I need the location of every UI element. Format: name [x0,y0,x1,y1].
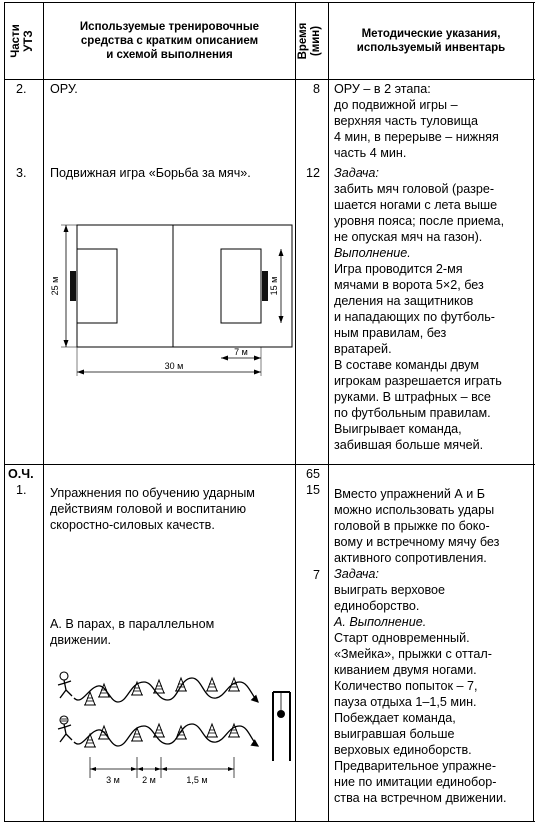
cone-icon [175,678,187,691]
row3-sub-a-line: движении. [50,633,112,647]
right-goal [262,271,268,301]
cone-icon [228,678,240,691]
row3-note-line: головой в прыжке по боко- [334,519,490,533]
row3-exec-line: «Змейка», прыжки с оттал- [334,647,492,661]
header-notes-line1: Методические указания, [361,28,501,40]
row3-exec-line: ства на встречном движении. [334,791,507,805]
table-border-left [4,2,5,822]
row3-exec-line: пауза отдыха 1–1,5 мин. [334,695,477,709]
arrow-head [64,225,69,232]
row2-exec-line: и нападающих по футболь- [334,310,495,324]
row2-notes [334,165,504,453]
cone-icon [84,734,96,747]
row3-exec-line: Старт одновременный. [334,631,470,645]
distance-label: 3 м [106,775,120,785]
header-parts [10,3,38,79]
cone-icon [84,692,96,705]
header-time [297,3,325,79]
left-penalty-box [77,249,117,323]
arrow-head [155,767,161,771]
ball-stand-icon [273,692,290,761]
row3-note-line: можно использовать удары [334,503,495,517]
header-notes [329,2,533,80]
column-divider-3 [328,2,329,822]
row3-text-line: Упражнения по обучению ударным [50,486,255,500]
row2-exec-line: деления на защитников [334,294,474,308]
arrow-head [77,370,84,375]
arrow-head [161,767,167,771]
row3-exec-line: выигравшая больше [334,727,455,741]
row2-task-line: уровня пояса; после приема, [334,214,505,228]
row3-exec-line: Предварительное упражне- [334,759,497,773]
row2-exec-line: ным правилам, без [334,326,447,340]
row2-exec-label: Выполнение. [334,246,411,260]
row2-exec-line: по футбольным правилам. [334,406,491,420]
section-divider [4,464,535,465]
main-part-label: О.Ч. [8,467,34,481]
table-border-bottom [4,821,535,822]
table-border-right [533,2,534,822]
box-depth-label: 7 м [234,347,248,357]
distance-label: 1,5 м [186,775,208,785]
player-icon [58,672,72,698]
cone-icon [131,728,143,741]
arrow-head [137,767,143,771]
row3-exec-line: верховых единоборств. [334,743,472,757]
arrow-head [64,340,69,347]
row3-exec-label: А. Выполнение. [334,615,427,629]
arrow-head [254,370,261,375]
row3-sub: 1. [16,483,27,497]
arrow-head [279,316,284,323]
training-table [4,2,535,822]
row3-text-line: действиям головой и воспитанию [50,502,247,516]
length-label: 30 м [164,361,184,371]
row3-text [50,485,255,533]
arrow-head [131,767,137,771]
row3-task-line: единоборство. [334,599,420,613]
row1-notes [334,81,499,161]
row3-time1: 15 [305,483,320,497]
row1-note-line: верхняя часть туловища [334,114,479,128]
row2-exec-line: руками. В штрафных – все [334,390,491,404]
player-icon [58,716,72,742]
arrow-head [254,356,261,361]
row2-exec-line: Выигрывает команда, [334,422,462,436]
header-time-line2: (мин) [310,25,322,57]
row2-time: 12 [305,166,320,180]
row2-exec-line: вратарей. [334,342,392,356]
arrow-head [279,249,284,256]
arrow-head [90,767,96,771]
header-parts-line2: УТЗ [23,30,35,52]
header-means [44,2,295,80]
header-time-line1: Время [297,22,309,60]
row2-exec-line: игрокам разрешается играть [334,374,502,388]
row2-text: Подвижная игра «Борьба за мяч». [50,166,251,180]
football-field-diagram [52,220,292,380]
header-means-line2: средства с кратким описанием [80,35,259,47]
row1-text: ОРУ. [50,82,78,96]
cone-icon [206,724,218,737]
row3-text-line: скоростно-силовых качеств. [50,518,215,532]
right-penalty-box [221,249,261,323]
row2-part: 3. [16,166,27,180]
row3-exec-line: киванием двумя ногами. [334,663,477,677]
row2-exec-line: В составе команды двум [334,358,480,372]
row2-task-line: шается ногами с лета выше [334,198,498,212]
row3-note-line: активного сопротивления. [334,551,487,565]
row1-note-line: ОРУ – в 2 этапа: [334,82,431,96]
row2-task-line: забить мяч головой (разре- [334,182,495,196]
arrow-head [221,356,228,361]
row2-exec-line: Игра проводится 2-мя [334,262,463,276]
arrow-head [228,767,234,771]
row3-exec-line: ние по имитации единобор- [334,775,497,789]
row1-part: 2. [16,82,27,96]
column-divider-2 [295,2,296,822]
row3-note-line: вому и встречному мячу без [334,535,500,549]
cone-icon [206,678,218,691]
row2-exec-line: забившая больше мячей. [334,438,484,452]
row2-task-line: не опуская мяч на газон). [334,230,483,244]
left-goal [70,271,76,301]
distance-label: 2 м [142,775,156,785]
row1-time: 8 [312,82,320,96]
row3-sub-a [50,616,214,648]
row2-task-label: Задача: [334,166,379,180]
header-means-line1: Используемые тренировочные [79,21,260,33]
row3-exec-line: Количество попыток – 7, [334,679,478,693]
width-label: 25 м [50,276,60,296]
row3-time2: 7 [312,568,320,582]
row2-exec-line: мячами в ворота 5×2, без [334,278,484,292]
row3-exec-line: Побеждает команда, [334,711,456,725]
row3-task-label: Задача: [334,567,379,581]
row1-note-line: 4 мин, в перерыве – нижняя [334,130,499,144]
row3-note-line: Вместо упражнений А и Б [334,487,486,501]
field-outline [77,225,292,347]
row3-sub-a-line: А. В парах, в параллельном [50,617,215,631]
row3-notes [334,486,506,806]
row1-note-line: до подвижной игры – [334,98,458,112]
header-notes-line2: используемый инвентарь [356,42,506,54]
row3-task-line: выиграть верховое [334,583,446,597]
row1-note-line: часть 4 мин. [334,146,407,160]
heading-drill-diagram [44,662,294,797]
header-means-line3: и схемой выполнения [106,49,233,61]
row3-time-total: 65 [305,467,320,481]
header-parts-line1: Части [10,24,22,58]
box-width-label: 15 м [269,276,279,296]
